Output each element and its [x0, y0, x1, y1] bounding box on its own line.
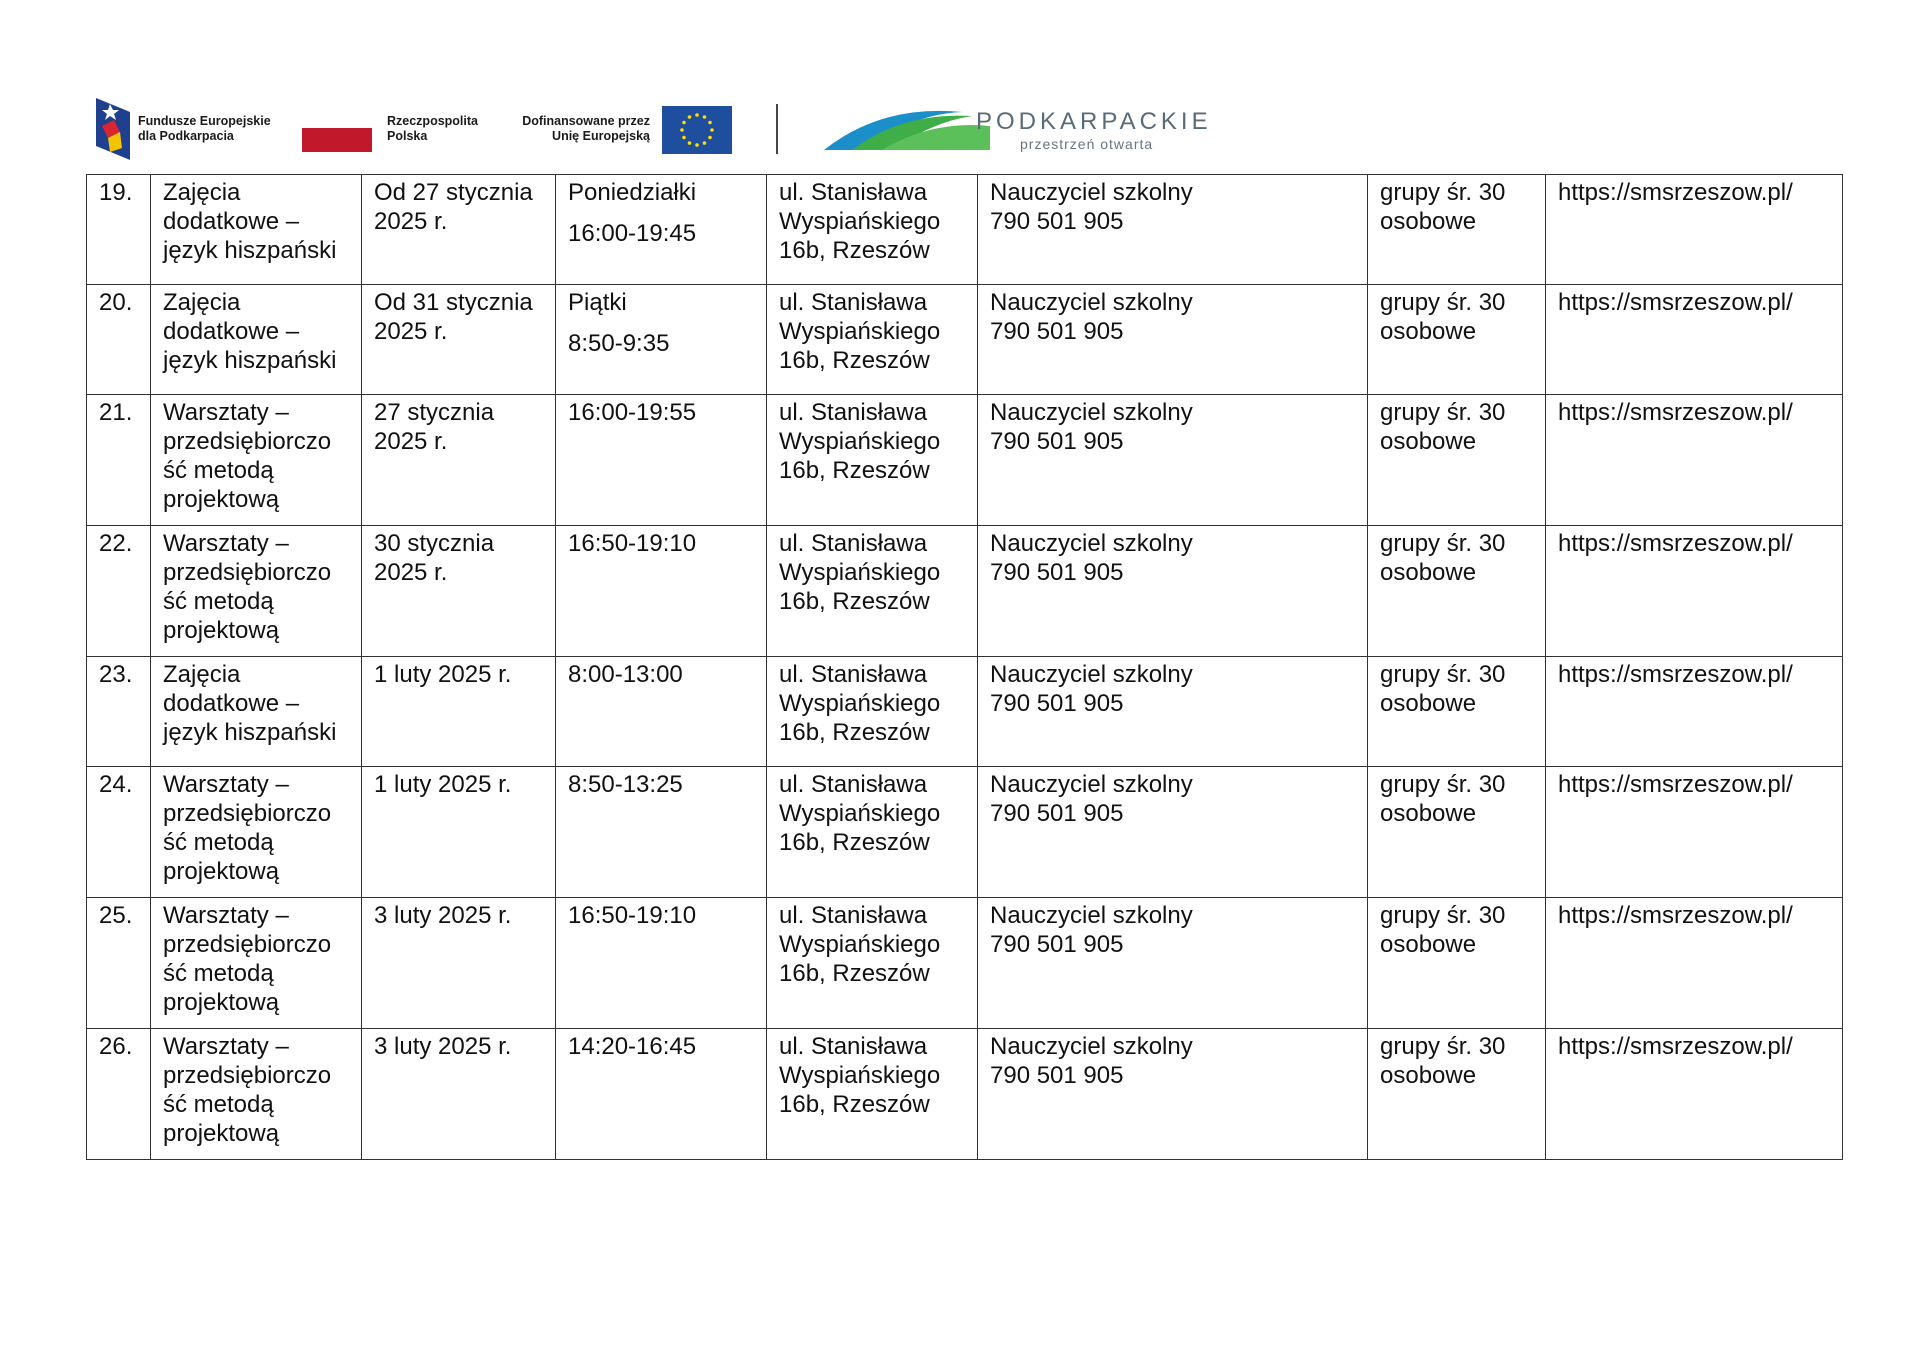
eu-star-icon	[680, 128, 684, 132]
table-row	[87, 898, 1843, 1029]
activity-place: ul. Stanisława Wyspiańskiego 16b, Rzeszów	[767, 526, 978, 657]
contact-who: Nauczyciel szkolny	[990, 530, 1193, 557]
activity-place: ul. Stanisława Wyspiańskiego 16b, Rzeszów	[767, 898, 978, 1029]
activity-place: ul. Stanisława Wyspiańskiego 16b, Rzeszów	[767, 395, 978, 526]
activity-place: ul. Stanisława Wyspiańskiego 16b, Rzeszów	[767, 767, 978, 898]
website-link[interactable]: https://smsrzeszow.pl/	[1546, 175, 1843, 285]
fe-line-2: dla Podkarpacia	[138, 129, 234, 143]
activity-time: 14:20-16:45	[568, 1033, 697, 1060]
table-row	[87, 395, 1843, 526]
fundusze-europejskie-logo-icon	[96, 98, 130, 160]
row-number: 21.	[87, 395, 151, 526]
activity-time-cell	[556, 175, 767, 285]
contact-phone: 790 501 905	[990, 559, 1124, 586]
eu-star-icon	[708, 121, 712, 125]
contact-phone: 790 501 905	[990, 800, 1124, 827]
logo-strip	[96, 96, 1226, 166]
table-row	[87, 767, 1843, 898]
eu-star-icon	[708, 136, 712, 140]
group-size: grupy śr. 30 osobowe	[1368, 175, 1546, 285]
activity-place: ul. Stanisława Wyspiańskiego 16b, Rzeszów	[767, 285, 978, 395]
eu-star-icon	[695, 143, 699, 147]
contact-who: Nauczyciel szkolny	[990, 771, 1193, 798]
activity-time: 16:00-19:45	[568, 220, 697, 247]
activity-date: 30 stycznia 2025 r.	[362, 526, 556, 657]
table-row	[87, 657, 1843, 767]
activity-day: Piątki	[568, 289, 627, 316]
contact-who: Nauczyciel szkolny	[990, 289, 1193, 316]
activity-time-cell	[556, 1029, 767, 1160]
contact-who: Nauczyciel szkolny	[990, 902, 1193, 929]
group-size: grupy śr. 30 osobowe	[1368, 285, 1546, 395]
activity-contact	[978, 175, 1368, 285]
activity-name: Warsztaty – przedsiębiorczo ść metodą projektową	[151, 1029, 362, 1160]
activity-time-cell	[556, 526, 767, 657]
group-size: grupy śr. 30 osobowe	[1368, 767, 1546, 898]
contact-phone: 790 501 905	[990, 931, 1124, 958]
contact-who: Nauczyciel szkolny	[990, 661, 1193, 688]
activity-time: 16:50-19:10	[568, 902, 697, 929]
logo-divider	[776, 104, 778, 154]
activity-name: Warsztaty – przedsiębiorczo ść metodą projektową	[151, 898, 362, 1029]
row-number: 22.	[87, 526, 151, 657]
activity-date: 27 stycznia 2025 r.	[362, 395, 556, 526]
pl-line-2: Polska	[387, 129, 428, 143]
group-size: grupy śr. 30 osobowe	[1368, 657, 1546, 767]
activity-place: ul. Stanisława Wyspiańskiego 16b, Rzeszów	[767, 175, 978, 285]
activity-time-cell	[556, 395, 767, 526]
schedule-table	[86, 174, 1843, 1160]
contact-phone: 790 501 905	[990, 318, 1124, 345]
table-row	[87, 1029, 1843, 1160]
row-number: 25.	[87, 898, 151, 1029]
eu-star-icon	[710, 128, 714, 132]
website-link[interactable]: https://smsrzeszow.pl/	[1546, 898, 1843, 1029]
activity-name: Zajęcia dodatkowe – język hiszpański	[151, 657, 362, 767]
activity-time: 8:50-13:25	[568, 771, 683, 798]
contact-who: Nauczyciel szkolny	[990, 399, 1193, 426]
group-size: grupy śr. 30 osobowe	[1368, 898, 1546, 1029]
dofinansowane-label	[520, 114, 650, 144]
activity-time-cell	[556, 767, 767, 898]
activity-contact	[978, 1029, 1368, 1160]
activity-date: 3 luty 2025 r.	[362, 898, 556, 1029]
activity-time-cell	[556, 898, 767, 1029]
pl-line-1: Rzeczpospolita	[387, 114, 478, 128]
activity-date: 1 luty 2025 r.	[362, 657, 556, 767]
podkarpackie-name: PODKARPACKIE	[976, 108, 1212, 135]
table-row	[87, 526, 1843, 657]
eu-star-icon	[688, 141, 692, 145]
row-number: 23.	[87, 657, 151, 767]
activity-name: Warsztaty – przedsiębiorczo ść metodą projektową	[151, 767, 362, 898]
eu-star-icon	[703, 141, 707, 145]
activity-time: 16:50-19:10	[568, 530, 697, 557]
website-link[interactable]: https://smsrzeszow.pl/	[1546, 395, 1843, 526]
rzeczpospolita-label	[387, 114, 478, 144]
eu-star-icon	[682, 136, 686, 140]
polish-flag-icon	[302, 128, 372, 152]
podkarpackie-slogan: przestrzeń otwarta	[1020, 136, 1154, 152]
activity-time: 8:50-9:35	[568, 330, 670, 357]
activity-time: 16:00-19:55	[568, 399, 697, 426]
group-size: grupy śr. 30 osobowe	[1368, 1029, 1546, 1160]
eu-star-icon	[695, 113, 699, 117]
website-link[interactable]: https://smsrzeszow.pl/	[1546, 767, 1843, 898]
eu-line-2: Unię Europejską	[552, 129, 650, 143]
activity-place: ul. Stanisława Wyspiańskiego 16b, Rzeszów	[767, 657, 978, 767]
eu-flag-icon	[662, 106, 732, 154]
activity-name: Warsztaty – przedsiębiorczo ść metodą projektową	[151, 526, 362, 657]
table-row	[87, 285, 1843, 395]
row-number: 24.	[87, 767, 151, 898]
contact-phone: 790 501 905	[990, 690, 1124, 717]
contact-who: Nauczyciel szkolny	[990, 179, 1193, 206]
activity-time-cell	[556, 657, 767, 767]
activity-date: Od 27 stycznia 2025 r.	[362, 175, 556, 285]
website-link[interactable]: https://smsrzeszow.pl/	[1546, 285, 1843, 395]
activity-time-cell	[556, 285, 767, 395]
activity-contact	[978, 657, 1368, 767]
eu-star-icon	[703, 115, 707, 119]
contact-phone: 790 501 905	[990, 428, 1124, 455]
activity-contact	[978, 767, 1368, 898]
activity-name: Warsztaty – przedsiębiorczo ść metodą projektową	[151, 395, 362, 526]
website-link[interactable]: https://smsrzeszow.pl/	[1546, 526, 1843, 657]
activity-date: Od 31 stycznia 2025 r.	[362, 285, 556, 395]
website-link[interactable]: https://smsrzeszow.pl/	[1546, 1029, 1843, 1160]
activity-contact	[978, 285, 1368, 395]
activity-contact	[978, 898, 1368, 1029]
activity-contact	[978, 526, 1368, 657]
fe-line-1: Fundusze Europejskie	[138, 114, 271, 128]
website-link[interactable]: https://smsrzeszow.pl/	[1546, 657, 1843, 767]
contact-phone: 790 501 905	[990, 1062, 1124, 1089]
fundusze-europejskie-label	[138, 114, 271, 144]
table-row	[87, 175, 1843, 285]
row-number: 20.	[87, 285, 151, 395]
activity-date: 3 luty 2025 r.	[362, 1029, 556, 1160]
podkarpackie-wave-icon	[822, 104, 992, 154]
group-size: grupy śr. 30 osobowe	[1368, 526, 1546, 657]
contact-phone: 790 501 905	[990, 208, 1124, 235]
group-size: grupy śr. 30 osobowe	[1368, 395, 1546, 526]
activity-place: ul. Stanisława Wyspiańskiego 16b, Rzeszów	[767, 1029, 978, 1160]
eu-line-1: Dofinansowane przez	[522, 114, 650, 128]
eu-star-icon	[688, 115, 692, 119]
activity-name: Zajęcia dodatkowe – język hiszpański	[151, 175, 362, 285]
eu-star-icon	[682, 121, 686, 125]
row-number: 19.	[87, 175, 151, 285]
activity-contact	[978, 395, 1368, 526]
activity-time: 8:00-13:00	[568, 661, 683, 688]
row-number: 26.	[87, 1029, 151, 1160]
contact-who: Nauczyciel szkolny	[990, 1033, 1193, 1060]
activity-name: Zajęcia dodatkowe – język hiszpański	[151, 285, 362, 395]
activity-date: 1 luty 2025 r.	[362, 767, 556, 898]
activity-day: Poniedziałki	[568, 179, 697, 206]
